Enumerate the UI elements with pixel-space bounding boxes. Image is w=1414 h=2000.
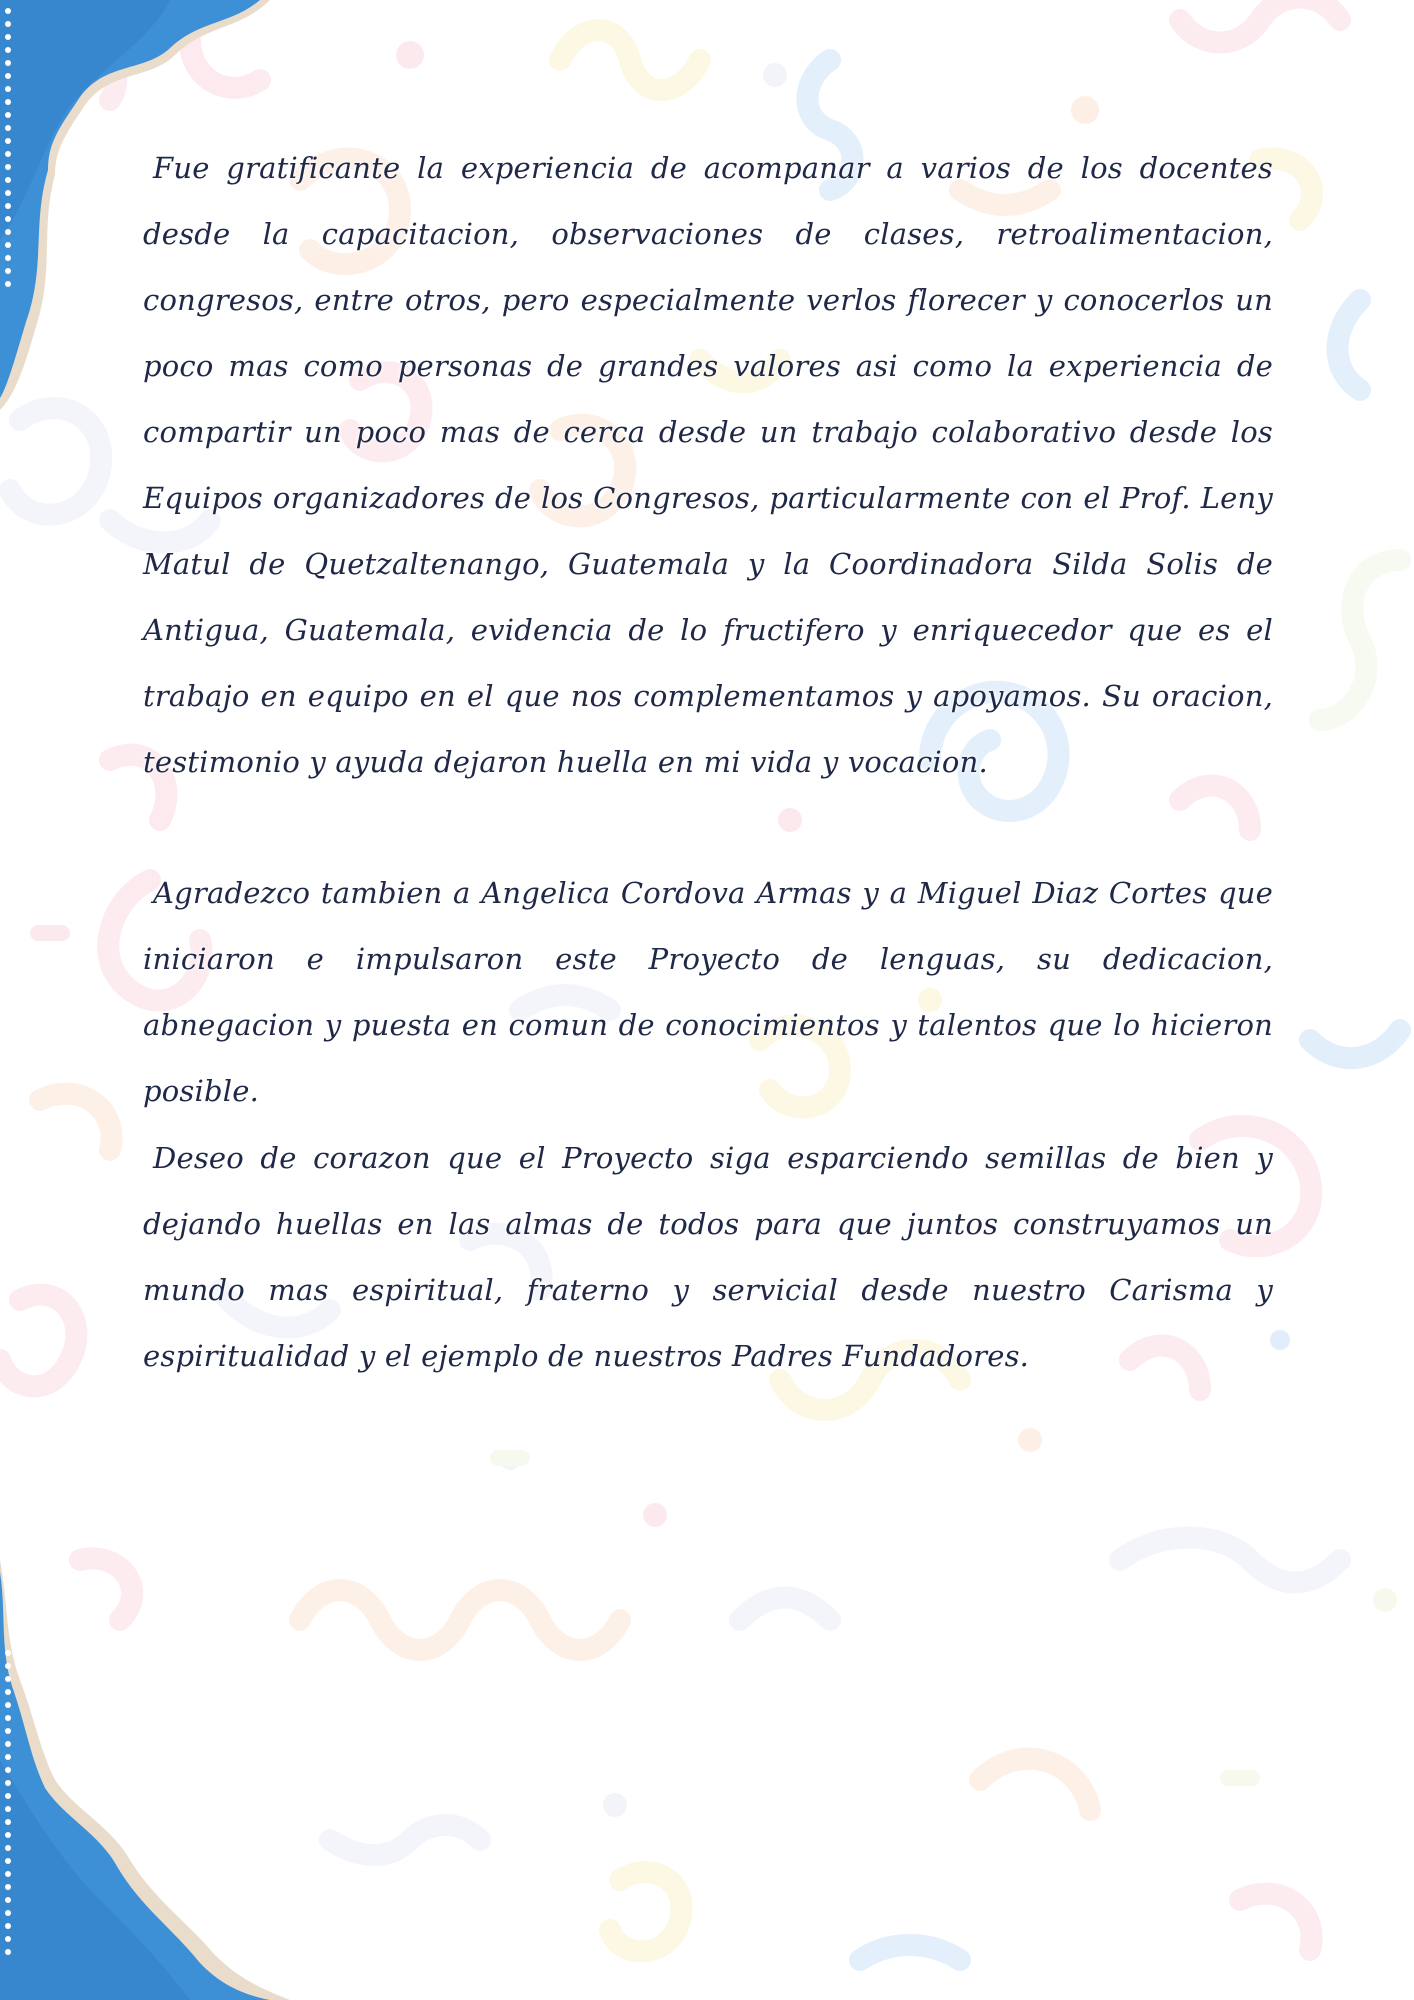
binding-dots-bottom xyxy=(3,1650,13,1962)
binding-dots-top xyxy=(3,8,13,294)
paragraph-acknowledgment-teachers: Fue gratificante la experiencia de acompanar a varios de los docentes desde la capacitacion, observaciones de clases, retroalimentacion, congresos, entre otros, pero especialmente verlos florecer y conocerlos un poco mas como personas de grandes valores asi como la experiencia de compartir un poco mas de cerca desde un trabajo colaborativo desde los Equipos organizadores de los Congresos, particularmente con el Prof. Leny Matul de Quetzaltenango, Guatemala y la Coordinadora Silda Solis de Antigua, Guatemala, evidencia de lo fructifero y enriquecedor que es el trabajo en equipo en el que nos complementamos y apoyamos. Su oracion, testimonio y ayuda dejaron huella en mi vida y vocacion. xyxy=(143,151,1273,779)
bottom-left-torn-paper-corner xyxy=(0,1560,300,2000)
paragraph-closing-wish: Deseo de corazon que el Proyecto siga esparciendo semillas de bien y dejando huellas en las almas de todos para que juntos construyamos un mundo mas espiritual, fraterno y servicial desde nuestro Carisma y espiritualidad y el ejemplo de nuestros Padres Fundadores. xyxy=(143,1141,1273,1373)
paragraph-acknowledgment-founders: Agradezco tambien a Angelica Cordova Armas y a Miguel Diaz Cortes que iniciaron e impulsaron este Proyecto de lenguas, su dedicacion, abnegacion y puesta en comun de conocimientos y talentos que lo hicieron posible. xyxy=(143,876,1273,1108)
